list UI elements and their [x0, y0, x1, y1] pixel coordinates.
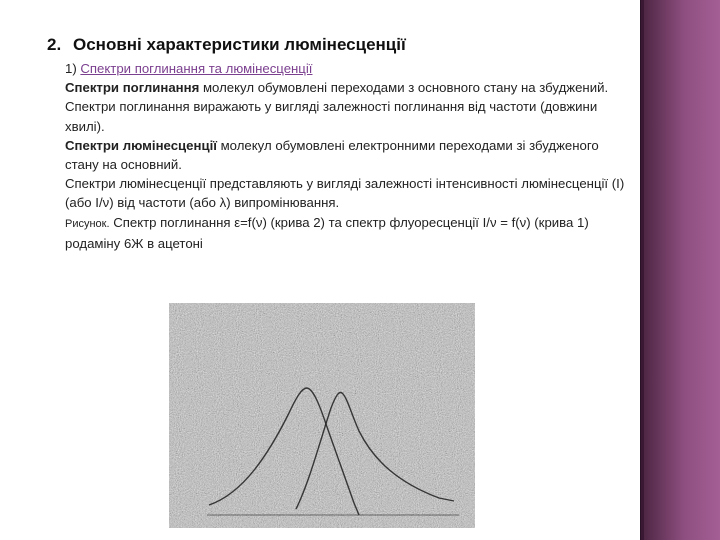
section-heading: [47, 35, 406, 55]
luminescence-representation: Спектри люмінесценції представляють у вигляді залежності інтенсивності люмінесценції (І) (або І/ν) від частоти (або λ) випромінювання.: [65, 176, 625, 211]
body-text: [65, 59, 625, 253]
side-panel-strip: [641, 0, 644, 540]
luminescence-term: Спектри люмінесценції: [65, 137, 217, 153]
luminescence-paragraph: [65, 136, 625, 174]
spectrum-figure: [169, 303, 475, 528]
figure-caption: [65, 213, 625, 253]
spectra-link[interactable]: Спектри поглинання та люмінесценції: [80, 61, 313, 76]
absorption-representation: Спектри поглинання виражають у вигляді залежності поглинання від частоти (довжини хвилі).: [65, 99, 598, 134]
luminescence-definition: молекул обумовлені електронними переходами зі збудженого стану на основний.: [65, 137, 599, 173]
spectrum-figure-image: [169, 303, 475, 528]
figure-caption-label: Рисунок.: [65, 217, 110, 230]
figure-caption-text: Спектр поглинання ε=f(ν) (крива 2) та спектр флуоресценції І/ν = f(ν) (крива 1) родаміну 6Ж в ацетоні: [65, 214, 589, 251]
absorption-term: Спектри поглинання: [65, 80, 200, 96]
decorative-side-panel: [641, 0, 720, 540]
subsection-line: [65, 59, 625, 78]
subsection-prefix: 1): [65, 61, 81, 76]
heading-title: Основні характеристики люмінесценції: [73, 35, 406, 54]
absorption-definition: молекул обумовлені переходами з основного стану на збуджений.: [199, 80, 609, 96]
absorption-paragraph: [65, 78, 625, 97]
heading-number: 2.: [47, 35, 62, 54]
